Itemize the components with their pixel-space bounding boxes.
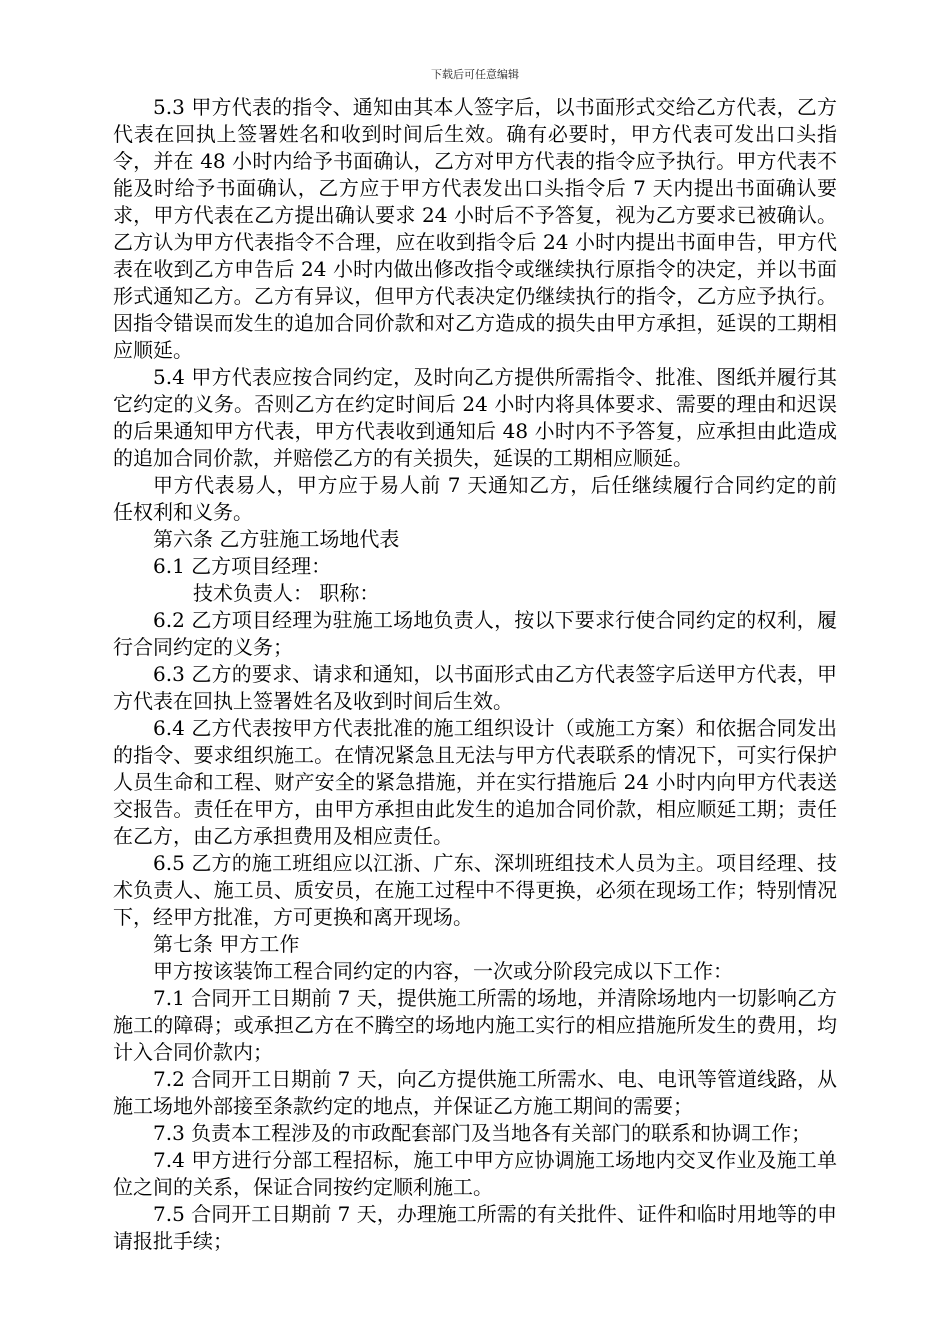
document-body (113, 94, 837, 1255)
clause-6-1: 6.1 乙方项目经理： (153, 554, 332, 578)
clause-6-3: 6.3 乙方的要求、请求和通知，以书面形式由乙方代表签字后送甲方代表，甲方代表在回执上签署姓名及收到时间后生效。 (113, 662, 837, 713)
clause-7-5: 7.5 合同开工日期前 7 天，办理施工所需的有关批件、证件和临时用地等的申请报批手续； (113, 1202, 837, 1253)
clause-7-1: 7.1 合同开工日期前 7 天，提供施工所需的场地，并清除场地内一切影响乙方施工的障碍；或承担乙方在不腾空的场地内施工实行的相应措施所发生的费用，均计入合同价款内； (113, 986, 837, 1064)
page-header: 下载后可任意编辑 (431, 68, 519, 81)
clause-7-4: 7.4 甲方进行分部工程招标，施工中甲方应协调施工场地内交叉作业及施工单位之间的关系，保证合同按约定顺利施工。 (113, 1148, 837, 1199)
clause-7-3: 7.3 负责本工程涉及的市政配套部门及当地各有关部门的联系和协调工作； (153, 1121, 812, 1145)
representative-change-paragraph: 甲方代表易人，甲方应于易人前 7 天通知乙方，后任继续履行合同约定的前任权利和义务。 (113, 473, 837, 524)
article-7-intro: 甲方按该装饰工程合同约定的内容，一次或分阶段完成以下工作： (153, 959, 733, 983)
technical-lead-line: 技术负责人： 职称： (193, 581, 380, 605)
article-7-heading: 第七条 甲方工作 (153, 932, 300, 956)
clause-7-2: 7.2 合同开工日期前 7 天，向乙方提供施工所需水、电、电讯等管道线路，从施工场地外部接至条款约定的地点，并保证乙方施工期间的需要； (113, 1067, 837, 1118)
clause-5-4: 5.4 甲方代表应按合同约定，及时向乙方提供所需指令、批准、图纸并履行其它约定的义务。否则乙方在约定时间后 24 小时内将具体要求、需要的理由和迟误的后果通知甲方代表，甲方代表收到通知后 48 小时内不予答复，应承担由此造成的追加合同价款，并赔偿乙方的有关损失，延误的工期相应顺延。 (113, 365, 837, 470)
article-6-heading: 第六条 乙方驻施工场地代表 (153, 527, 400, 551)
clause-6-2: 6.2 乙方项目经理为驻施工场地负责人，按以下要求行使合同约定的权利，履行合同约定的义务； (113, 608, 837, 659)
clause-6-5: 6.5 乙方的施工班组应以江浙、广东、深圳班组技术人员为主。项目经理、技术负责人、施工员、质安员，在施工过程中不得更换，必须在现场工作；特别情况下，经甲方批准，方可更换和离开现场。 (113, 851, 837, 929)
clause-6-4: 6.4 乙方代表按甲方代表批准的施工组织设计（或施工方案）和依据合同发出的指令、要求组织施工。在情况紧急且无法与甲方代表联系的情况下，可实行保护人员生命和工程、财产安全的紧急措施，并在实行措施后 24 小时内向甲方代表送交报告。责任在甲方，由甲方承担由此发生的追加合同价款，相应顺延工期；责任在乙方，由乙方承担费用及相应责任。 (113, 716, 837, 848)
clause-5-3: 5.3 甲方代表的指令、通知由其本人签字后，以书面形式交给乙方代表，乙方代表在回执上签署姓名和收到时间后生效。确有必要时，甲方代表可发出口头指令，并在 48 小时内给予书面确认，乙方对甲方代表的指令应予执行。甲方代表不能及时给予书面确认，乙方应于甲方代表发出口头指令后 7 天内提出书面确认要求，甲方代表在乙方提出确认要求 24 小时后不予答复，视为乙方要求已被确认。乙方认为甲方代表指令不合理，应在收到指令后 24 小时内提出书面申告，甲方代表在收到乙方申告后 24 小时内做出修改指令或继续执行原指令的决定，并以书面形式通知乙方。乙方有异议，但甲方代表决定仍继续执行的指令，乙方应予执行。因指令错误而发生的追加合同价款和对乙方造成的损失由甲方承担，延误的工期相应顺延。 (113, 95, 837, 362)
